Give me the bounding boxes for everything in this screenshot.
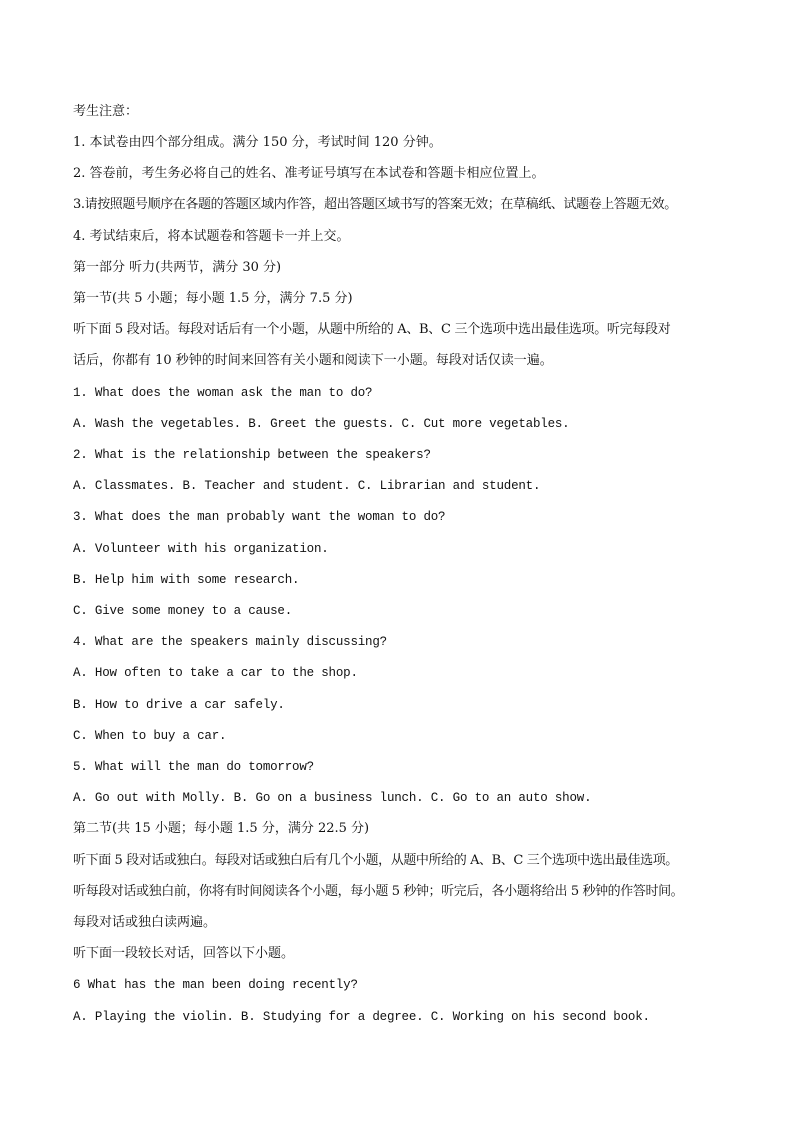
notice-item-2: 2. 答卷前，考生务必将自己的姓名、准考证号填写在本试卷和答题卡相应位置上。 — [73, 166, 545, 181]
question-2: 2. What is the relationship between the speakers? — [73, 448, 431, 462]
notice-item-3: 3.请按照题号顺序在各题的答题区域内作答，超出答题区域书写的答案无效；在草稿纸、试题卷上答题无效。 — [73, 197, 677, 212]
question-4-option-b: B. How to drive a car safely. — [73, 698, 285, 712]
question-5-options: A. Go out with Molly. B. Go on a business lunch. C. Go to an auto show. — [73, 791, 592, 805]
section2-instruction-line2: 听每段对话或独白前，你将有时间阅读各个小题，每小题 5 秒钟；听完后，各小题将给出 5 秒钟的作答时间。 — [73, 884, 684, 899]
question-3-option-b: B. Help him with some research. — [73, 573, 300, 587]
question-4-option-c: C. When to buy a car. — [73, 729, 227, 743]
question-6: 6 What has the man been doing recently? — [73, 978, 358, 992]
section2-title: 第二节(共 15 小题；每小题 1.5 分，满分 22.5 分) — [73, 821, 370, 836]
question-1: 1. What does the woman ask the man to do? — [73, 386, 373, 400]
section2-instruction-line1: 听下面 5 段对话或独白。每段对话或独白后有几个小题，从题中所给的 A、B、C 三个选项中选出最佳选项。 — [73, 853, 678, 868]
question-6-options: A. Playing the violin. B. Studying for a degree. C. Working on his second book. — [73, 1010, 650, 1024]
section2-sub-instruction: 听下面一段较长对话，回答以下小题。 — [73, 946, 295, 961]
section1-title: 第一节(共 5 小题；每小题 1.5 分，满分 7.5 分) — [73, 291, 353, 306]
question-3-option-c: C. Give some money to a cause. — [73, 604, 293, 618]
section1-instruction-line2: 话后，你都有 10 秒钟的时间来回答有关小题和阅读下一小题。每段对话仅读一遍。 — [73, 353, 553, 368]
question-1-options: A. Wash the vegetables. B. Greet the guests. C. Cut more vegetables. — [73, 417, 570, 431]
notice-item-1: 1. 本试卷由四个部分组成。满分 150 分，考试时间 120 分钟。 — [73, 135, 442, 150]
question-2-options: A. Classmates. B. Teacher and student. C. Librarian and student. — [73, 479, 541, 493]
question-3-option-a: A. Volunteer with his organization. — [73, 542, 329, 556]
section2-instruction-line3: 每段对话或独白读两遍。 — [73, 915, 217, 930]
question-3: 3. What does the man probably want the woman to do? — [73, 510, 446, 524]
question-4: 4. What are the speakers mainly discussing? — [73, 635, 387, 649]
part1-title: 第一部分 听力(共两节，满分 30 分) — [73, 260, 282, 275]
notice-title: 考生注意： — [73, 104, 139, 119]
section1-instruction-line1: 听下面 5 段对话。每段对话后有一个小题，从题中所给的 A、B、C 三个选项中选出最佳选项。听完每段对 — [73, 322, 671, 337]
notice-item-4: 4. 考试结束后，将本试题卷和答题卡一并上交。 — [73, 229, 350, 244]
question-5: 5. What will the man do tomorrow? — [73, 760, 314, 774]
question-4-option-a: A. How often to take a car to the shop. — [73, 666, 358, 680]
